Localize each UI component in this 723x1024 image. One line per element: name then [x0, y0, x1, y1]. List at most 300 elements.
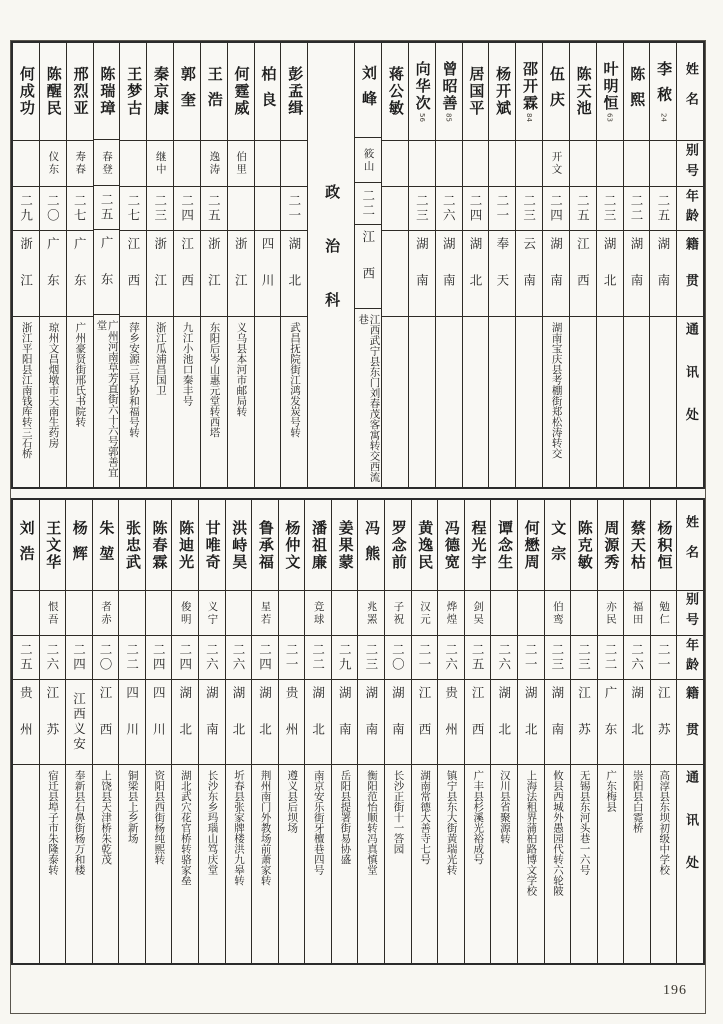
origin-cell — [516, 231, 542, 317]
person-column — [623, 43, 650, 487]
name-wrap — [363, 519, 382, 571]
alias-text: 竞球 — [312, 600, 325, 626]
name-text: 陈醒民 — [44, 66, 63, 117]
name-text: 冯熊 — [363, 519, 382, 571]
address-cell — [281, 317, 307, 487]
name-cell — [147, 43, 173, 141]
name-text: 陈瑞璋 — [98, 65, 117, 117]
origin-cell — [571, 680, 597, 765]
origin-cell — [146, 680, 172, 765]
addr-text: 铜梁县上乡新场 — [126, 770, 139, 844]
person-column — [119, 43, 146, 487]
origin-cell — [412, 680, 438, 765]
alias-cell — [358, 591, 384, 636]
name-wrap — [470, 520, 486, 570]
age-cell — [40, 636, 66, 680]
name-cell — [120, 43, 146, 141]
address-cell — [355, 309, 381, 487]
name-cell — [174, 43, 200, 141]
origin-cell — [650, 231, 676, 317]
age-cell — [438, 636, 464, 680]
alias-text: 福田 — [631, 600, 644, 626]
address-cell — [93, 765, 119, 963]
person-column — [354, 43, 381, 487]
address-cell — [13, 317, 39, 487]
alias-text: 筱山 — [362, 147, 375, 172]
name-cell — [93, 500, 119, 591]
origin-cell — [305, 680, 331, 765]
origin-cell — [279, 680, 305, 765]
person-column — [464, 500, 491, 963]
person-column — [623, 500, 650, 963]
name-text: 向华次 — [413, 61, 432, 112]
origin-cell — [252, 680, 278, 765]
origin-text: 湖北 — [310, 685, 326, 759]
name-cell — [281, 43, 307, 141]
origin-text: 广东 — [72, 237, 88, 310]
name-cell — [66, 500, 92, 591]
name-cell — [463, 43, 489, 141]
origin-text: 湖北 — [177, 685, 193, 759]
name-cell — [40, 500, 66, 591]
header-cell-address — [677, 317, 703, 487]
origin-cell — [358, 680, 384, 765]
alias-cell — [120, 141, 146, 187]
alias-cell — [597, 141, 623, 187]
alias-cell — [516, 141, 542, 187]
age-text: 二六 — [204, 643, 220, 672]
addr-text: 长沙正街十一答园 — [392, 770, 405, 854]
alias-cell — [650, 141, 676, 187]
name-wrap — [337, 520, 353, 570]
hdr-text: 籍贯 — [683, 685, 699, 759]
alias-cell — [385, 591, 411, 636]
address-cell — [489, 317, 515, 487]
origin-cell — [465, 680, 491, 765]
name-text: 柏良 — [259, 66, 278, 117]
name-cell — [228, 43, 254, 141]
origin-cell — [624, 680, 650, 765]
origin-text: 江苏 — [656, 685, 672, 759]
name-cell — [201, 43, 227, 141]
address-cell — [409, 317, 435, 487]
alias-cell — [40, 141, 66, 187]
alias-cell — [570, 141, 596, 187]
name-wrap — [548, 66, 564, 117]
age-cell — [650, 187, 676, 231]
name-cell — [279, 500, 305, 591]
addr-text: 武昌抚院街江鸿发炭号转 — [288, 322, 301, 438]
address-cell — [412, 765, 438, 963]
name-wrap — [523, 520, 539, 570]
origin-text: 江西 — [179, 237, 195, 310]
name-text: 伍庆 — [547, 66, 566, 117]
origin-text: 湖南 — [337, 685, 353, 759]
name-wrap — [310, 520, 326, 570]
origin-text: 湖南 — [390, 685, 406, 759]
name-wrap — [360, 64, 379, 116]
alias-text: 子祝 — [392, 600, 405, 626]
alias-cell — [518, 591, 544, 636]
origin-text: 贵州 — [443, 685, 459, 759]
origin-text: 江西 — [125, 237, 141, 310]
address-cell — [67, 317, 93, 487]
age-text: 二四 — [151, 643, 167, 672]
name-wrap — [549, 519, 568, 571]
name-wrap — [390, 520, 406, 570]
footnote-mark: 84 — [525, 112, 534, 122]
age-cell — [412, 636, 438, 680]
origin-text: 四川 — [151, 685, 167, 759]
origin-text: 江苏 — [576, 685, 592, 759]
age-text: 二二 — [124, 643, 140, 672]
origin-text: 湖北 — [230, 685, 246, 759]
origin-cell — [570, 231, 596, 317]
person-column — [411, 500, 438, 963]
alias-cell — [412, 591, 438, 636]
person-column — [462, 43, 489, 487]
origin-cell — [598, 680, 624, 765]
address-cell — [545, 765, 571, 963]
name-wrap — [602, 61, 618, 121]
addr-text: 江西武宁县东门刘春茂客寓转交西流巷 — [357, 313, 381, 482]
addr-text: 琼州文昌烟墩市天南生药房 — [47, 322, 60, 448]
origin-text: 广东 — [603, 685, 619, 759]
age-cell — [385, 636, 411, 680]
address-cell — [624, 765, 650, 963]
address-cell — [174, 317, 200, 487]
age-text: 二一 — [416, 643, 432, 672]
addr-text: 广州豪贤街邢氏书院转 — [74, 322, 87, 427]
origin-cell — [489, 231, 515, 317]
address-cell — [543, 317, 569, 487]
name-cell — [465, 500, 491, 591]
name-wrap — [286, 66, 305, 117]
name-cell — [382, 43, 408, 141]
age-cell — [281, 187, 307, 231]
name-wrap — [656, 520, 672, 570]
addr-text: 汉川县省聚源转 — [498, 770, 511, 844]
age-text: 二一 — [284, 643, 300, 672]
person-column — [488, 43, 515, 487]
age-text: 二二 — [603, 643, 619, 672]
alias-cell — [228, 141, 254, 187]
person-column — [331, 500, 358, 963]
origin-text: 贵州 — [284, 685, 300, 759]
address-cell — [279, 765, 305, 963]
name-wrap — [417, 520, 433, 570]
origin-cell — [120, 231, 146, 317]
header-cell-age — [677, 636, 703, 680]
age-cell — [543, 187, 569, 231]
name-text: 刘峰 — [360, 64, 379, 116]
alias-text: 俊明 — [179, 600, 192, 626]
addr-text: 浙江平阳县江南钱库转三石桥 — [20, 322, 33, 459]
age-cell — [570, 187, 596, 231]
directory-table-top — [11, 41, 705, 489]
name-text: 邢烈亚 — [71, 66, 90, 117]
name-cell — [436, 43, 462, 141]
alias-cell — [66, 591, 92, 636]
alias-text: 烨煌 — [445, 600, 458, 626]
addr-text: 义乌县本河市邮局转 — [235, 322, 248, 417]
name-wrap — [125, 66, 144, 117]
age-text: 二七 — [72, 194, 88, 223]
alias-cell — [201, 141, 227, 187]
origin-cell — [518, 680, 544, 765]
age-cell — [201, 187, 227, 231]
alias-cell — [226, 591, 252, 636]
age-text: 二一 — [523, 643, 539, 672]
address-cell — [651, 765, 677, 963]
origin-cell — [436, 231, 462, 317]
name-text: 杨辉 — [70, 519, 89, 571]
name-text: 鲁承福 — [256, 519, 275, 571]
addr-text: 广东梅县 — [605, 770, 618, 812]
footnote-mark: 24 — [659, 113, 668, 122]
alias-cell — [119, 591, 145, 636]
age-text: 二六 — [441, 194, 457, 223]
origin-text: 广东 — [45, 237, 61, 310]
origin-cell — [147, 231, 173, 317]
addr-text: 遵义县后坝场 — [286, 770, 299, 833]
address-cell — [66, 765, 92, 963]
person-column — [304, 500, 331, 963]
person-column — [118, 500, 145, 963]
person-column — [200, 43, 227, 487]
name-wrap — [387, 66, 403, 116]
age-text: 二三 — [414, 194, 430, 223]
age-text: 二六 — [629, 643, 645, 672]
age-text: 二七 — [125, 194, 141, 223]
alias-text: 义宁 — [206, 600, 219, 626]
person-column — [173, 43, 200, 487]
name-text: 张忠武 — [123, 519, 142, 571]
address-cell — [438, 765, 464, 963]
footnote-mark: 85 — [444, 112, 453, 122]
name-text: 冯德宽 — [442, 519, 461, 571]
alias-text: 仪东 — [47, 151, 60, 176]
name-wrap — [257, 520, 273, 570]
name-text: 刘浩 — [17, 519, 36, 571]
person-column — [145, 500, 172, 963]
age-cell — [489, 187, 515, 231]
origin-cell — [93, 680, 119, 765]
name-wrap — [655, 61, 674, 122]
origin-cell — [66, 680, 92, 765]
address-cell — [228, 317, 254, 487]
name-text: 陈克敏 — [575, 519, 594, 571]
person-column — [408, 43, 435, 487]
name-cell — [146, 500, 172, 591]
age-text: 二六 — [230, 643, 246, 672]
name-text: 李秾 — [655, 61, 674, 113]
origin-text: 湖南 — [655, 237, 671, 310]
origin-cell — [228, 231, 254, 317]
alias-cell — [382, 141, 408, 187]
person-column — [93, 43, 120, 487]
age-cell — [147, 187, 173, 231]
name-cell — [624, 43, 650, 141]
name-text: 彭孟缉 — [286, 66, 305, 117]
name-text: 王浩 — [205, 66, 224, 117]
address-cell — [201, 317, 227, 487]
age-text: 二四 — [179, 194, 195, 223]
name-cell — [516, 43, 542, 141]
origin-cell — [201, 231, 227, 317]
age-cell — [355, 183, 381, 226]
name-text: 洪峙昊 — [230, 519, 249, 571]
origin-text: 湖南 — [548, 237, 564, 310]
alias-cell — [624, 141, 650, 187]
person-column — [13, 500, 39, 963]
alias-cell — [465, 591, 491, 636]
age-cell — [255, 187, 281, 231]
addr-text: 浙江瓜浦昌国卫 — [154, 322, 167, 396]
alias-cell — [255, 141, 281, 187]
age-text: 二三 — [602, 194, 618, 223]
address-cell — [436, 317, 462, 487]
person-column — [146, 43, 173, 487]
age-cell — [491, 636, 517, 680]
origin-text: 江西 — [416, 685, 432, 759]
person-column — [517, 500, 544, 963]
age-cell — [66, 636, 92, 680]
name-wrap — [284, 520, 300, 570]
name-cell — [543, 43, 569, 141]
age-text: 二三 — [576, 643, 592, 672]
addr-text: 高淳县东坝初级中学校 — [658, 770, 671, 875]
address-cell — [332, 765, 358, 963]
name-cell — [355, 43, 381, 138]
page-frame — [10, 40, 706, 1014]
age-cell — [119, 636, 145, 680]
origin-cell — [40, 680, 66, 765]
age-text: 二六 — [443, 643, 459, 672]
name-cell — [624, 500, 650, 591]
name-cell — [412, 500, 438, 591]
age-text: 二五 — [206, 194, 222, 223]
person-column — [280, 43, 307, 487]
origin-text: 江西 — [575, 237, 591, 310]
age-cell — [598, 636, 624, 680]
name-wrap — [152, 66, 171, 117]
person-column — [542, 43, 569, 487]
alias-text: 恨吾 — [46, 600, 59, 626]
name-cell — [571, 500, 597, 591]
age-cell — [172, 636, 198, 680]
name-cell — [650, 43, 676, 141]
name-cell — [358, 500, 384, 591]
addr-text: 衡阳范怡顺转冯真慎堂 — [365, 770, 378, 875]
age-text: 二二 — [628, 194, 644, 223]
name-cell — [570, 43, 596, 141]
name-text: 居国平 — [467, 66, 486, 117]
alias-cell — [545, 591, 571, 636]
age-cell — [545, 636, 571, 680]
address-cell — [40, 317, 66, 487]
name-text: 何成功 — [17, 66, 36, 117]
name-wrap — [45, 66, 61, 116]
age-text: 二四 — [71, 643, 87, 672]
age-cell — [199, 636, 225, 680]
name-wrap — [496, 519, 515, 571]
address-cell — [650, 317, 676, 487]
person-column — [597, 500, 624, 963]
alias-cell — [624, 591, 650, 636]
person-column — [381, 43, 408, 487]
address-cell — [120, 317, 146, 487]
name-cell — [94, 43, 120, 140]
alias-cell — [146, 591, 172, 636]
address-cell — [146, 765, 172, 963]
person-column — [357, 500, 384, 963]
age-cell — [518, 636, 544, 680]
address-cell — [13, 765, 39, 963]
name-text: 陈迪光 — [177, 519, 196, 571]
section-divider-column — [307, 43, 354, 487]
alias-cell — [40, 591, 66, 636]
alias-text: 勉仁 — [658, 600, 671, 626]
age-text: 二四 — [177, 643, 193, 672]
address-cell — [518, 765, 544, 963]
header-cell-origin — [677, 231, 703, 317]
age-cell — [228, 187, 254, 231]
origin-text: 江苏 — [44, 685, 60, 759]
origin-text: 湖南 — [549, 685, 565, 759]
person-column — [435, 43, 462, 487]
header-cell-address — [677, 765, 703, 963]
origin-text: 江西 — [98, 685, 114, 759]
origin-cell — [543, 231, 569, 317]
name-wrap — [72, 66, 88, 116]
name-cell — [489, 43, 515, 141]
name-wrap — [521, 61, 537, 121]
origin-cell — [13, 231, 39, 317]
name-cell — [67, 43, 93, 141]
name-text: 王文华 — [44, 519, 63, 571]
name-wrap — [44, 519, 63, 571]
name-text: 曾昭善 — [440, 61, 459, 112]
origin-text: 湖北 — [602, 237, 618, 310]
name-cell — [409, 43, 435, 141]
origin-text: 湖北 — [468, 237, 484, 310]
origin-text: 湖南 — [628, 237, 644, 310]
name-cell — [119, 500, 145, 591]
origin-cell — [174, 231, 200, 317]
origin-cell — [199, 680, 225, 765]
age-cell — [516, 187, 542, 231]
address-cell — [385, 765, 411, 963]
addr-text: 萍乡安源三号协和福号转 — [128, 322, 141, 438]
age-cell — [465, 636, 491, 680]
alias-text: 逸涛 — [208, 151, 221, 176]
address-cell — [40, 765, 66, 963]
header-cell-origin — [677, 680, 703, 765]
alias-cell — [67, 141, 93, 187]
alias-cell — [172, 591, 198, 636]
alias-cell — [355, 138, 381, 183]
directory-table-bottom — [11, 498, 705, 965]
name-text: 罗念前 — [389, 519, 408, 571]
hdr-text: 通讯处 — [682, 322, 698, 451]
age-cell — [624, 636, 650, 680]
alias-text: 继中 — [154, 151, 167, 176]
age-text: 二五 — [18, 643, 34, 672]
name-wrap — [414, 61, 430, 121]
age-cell — [93, 636, 119, 680]
age-text: 二〇 — [390, 643, 406, 672]
